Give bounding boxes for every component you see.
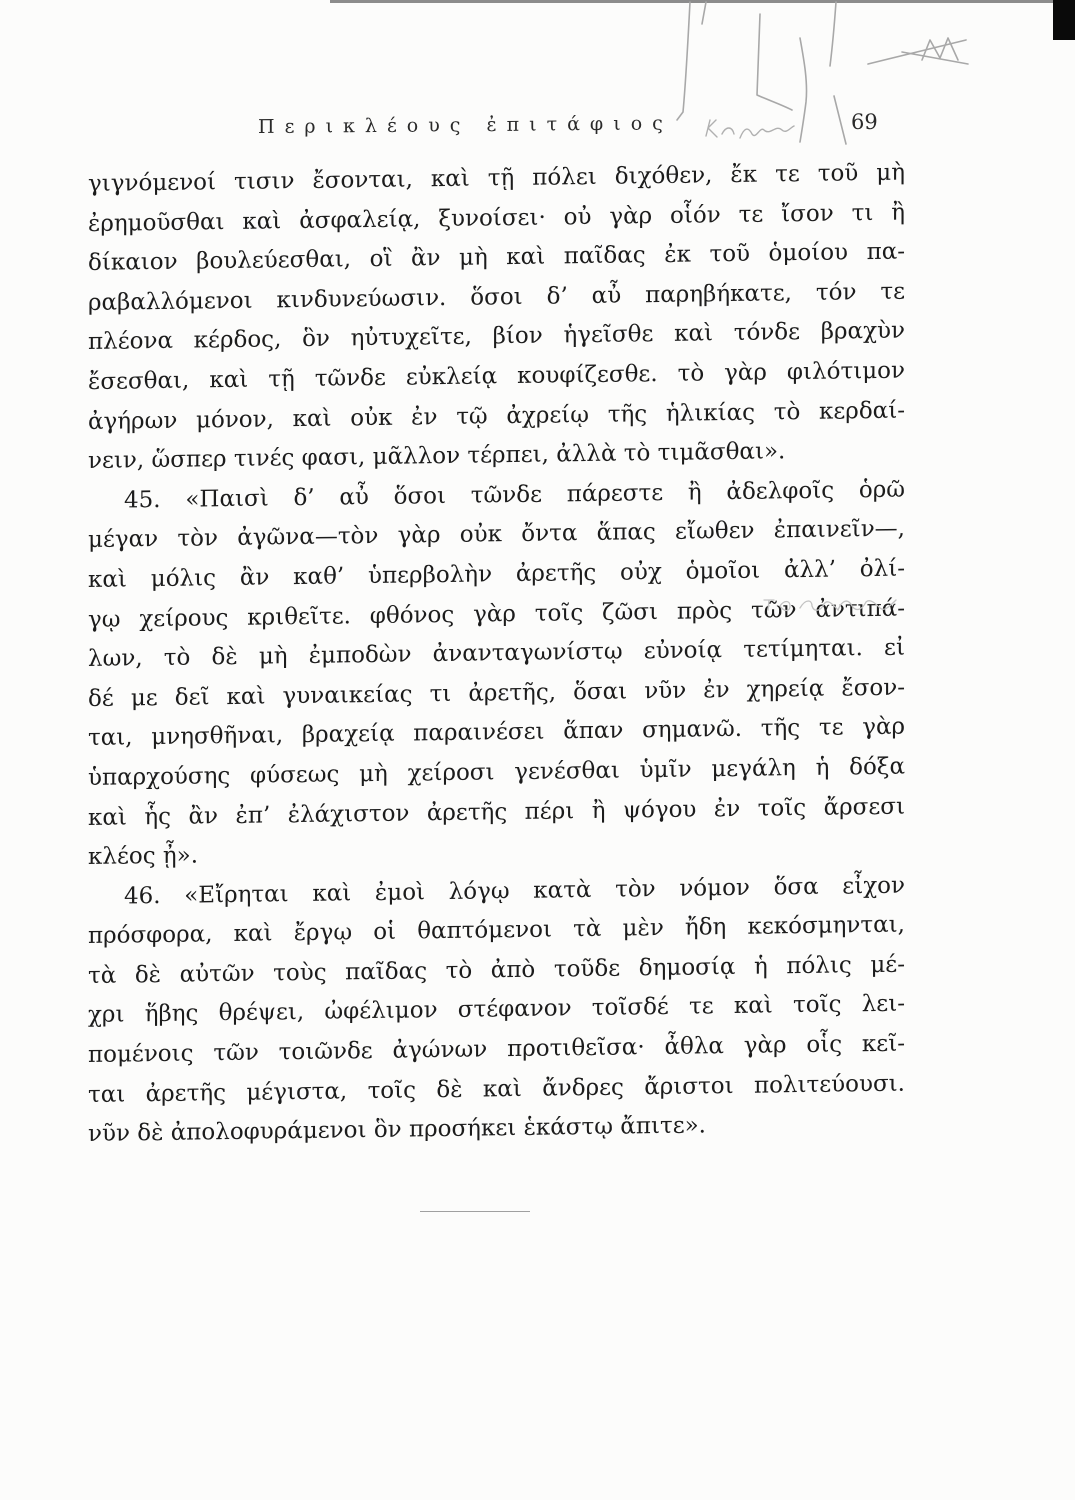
pencil-stroke: [702, 2, 706, 24]
pencil-stroke: [922, 38, 958, 60]
pencil-stroke: [677, 2, 690, 120]
text-line: κλέος ᾖ».: [88, 842, 199, 871]
running-title: Περικλέους ἐπιτάφιος: [258, 112, 673, 138]
pencil-stroke: [868, 40, 966, 64]
text-line: καὶ ἧς ἂν ἐπ’ ἐλάχιστον ἀρετῆς πέρι ἢ ψόγου ἐν τοῖς ἄρσεσι: [88, 793, 905, 831]
pencil-stroke: [834, 96, 846, 144]
paragraph-46: [88, 866, 905, 1155]
text-line: 45. «Παισὶ δ’ αὖ ὅσοι τῶνδε πάρεστε ἢ ἀδελφοῖς ὁρῶ: [124, 476, 905, 514]
text-line: χρι ἥβης θρέψει, ὠφέλιμον στέφανον τοῖσδέ τε καὶ τοῖς λει-: [88, 991, 905, 1029]
body-text: [88, 154, 905, 1155]
text-line: ἐρημοῦσθαι καὶ ἀσφαλείᾳ, ξυνοίσει· οὐ γὰρ οἷόν τε ἴσον τι ἢ: [88, 199, 905, 237]
text-line: ται, μνησθῆναι, βραχείᾳ παραινέσει ἅπαν σημανῶ. τῆς τε γὰρ: [88, 713, 905, 752]
paragraph: [88, 154, 905, 482]
page-number: 69: [851, 110, 878, 134]
end-rule: [420, 1211, 530, 1212]
scan-corner-shadow: [1053, 0, 1075, 40]
text-line: νειν, ὥσπερ τινές φασι, μᾶλλον τέρπει, ἀλλὰ τὸ τιμᾶσθαι».: [88, 438, 786, 475]
text-line: λων, τὸ δὲ μὴ ἐμποδὼν ἀνανταγωνίστῳ εὐνοίᾳ τετίμηται. εἰ: [88, 634, 905, 673]
text-line: γῳ χείρους κριθεῖτε. φθόνος γὰρ τοῖς ζῶσι πρὸς τῶν ἀντιπά-: [88, 595, 905, 633]
text-line: ἔσεσθαι, καὶ τῇ τῶνδε εὐκλείᾳ κουφίζεσθε. τὸ γὰρ φιλότιμον: [88, 357, 905, 395]
text-line: νῦν δὲ ἀπολοφυράμενοι ὃν προσήκει ἑκάστῳ ἄπιτε».: [88, 1112, 706, 1148]
text-line: ραβαλλόμενοι κινδυνεύωσιν. ὅσοι δ’ αὖ παρηβήκατε, τόν τε: [88, 278, 905, 316]
text-line: δίκαιον βουλεύεσθαι, οἳ ἂν μὴ καὶ παῖδας ἐκ τοῦ ὁμοίου πα-: [88, 238, 905, 277]
handwritten-annotation-header: [706, 120, 794, 138]
pencil-stroke: [902, 52, 968, 64]
text-line: καὶ μόλις ἂν καθ’ ὑπερβολὴν ἀρετῆς οὐχ ὁμοῖοι ἀλλ’ ὀλί-: [88, 555, 905, 593]
text-line: μέγαν τὸν ἀγῶνα—τὸν γὰρ οὐκ ὄντα ἅπας εἴωθεν ἐπαινεῖν—,: [88, 515, 905, 554]
pencil-stroke: [800, 38, 807, 142]
text-line: τὰ δὲ αὐτῶν τοὺς παῖδας τὸ ἀπὸ τοῦδε δημοσίᾳ ἡ πόλις μέ-: [88, 951, 905, 989]
text-line: ὑπαρχούσης φύσεως μὴ χείροσι γενέσθαι ὑμῖν μεγάλη ἡ δόξα: [88, 753, 905, 791]
text-line: πλέονα κέρδος, ὃν ηὐτυχεῖτε, βίον ἡγεῖσθε καὶ τόνδε βραχὺν: [88, 317, 905, 356]
text-line: πομένοις τῶν τοιῶνδε ἀγώνων προτιθεῖσα· ἆθλα γὰρ οἷς κεῖ-: [88, 1030, 905, 1069]
text-line: ται ἀρετῆς μέγιστα, τοῖς δὲ καὶ ἄνδρες ἄριστοι πολιτεύουσι.: [88, 1070, 905, 1108]
pencil-stroke: [830, 2, 836, 66]
paragraph-45: [88, 470, 905, 877]
text-line: δέ με δεῖ καὶ γυναικείας τι ἀρετῆς, ὅσαι νῦν ἐν χηρείᾳ ἔσον-: [88, 674, 905, 712]
text-line: ἀγήρων μόνον, καὶ οὐκ ἐν τῷ ἀχρείῳ τῆς ἡλικίας τὸ κερδαί-: [88, 397, 905, 435]
text-line: πρόσφορα, καὶ ἔργῳ οἱ θαπτόμενοι τὰ μὲν ἤδη κεκόσμηνται,: [88, 911, 905, 950]
text-line: 46. «Εἴρηται καὶ ἐμοὶ λόγῳ κατὰ τὸν νόμον ὅσα εἶχον: [124, 872, 905, 910]
pencil-stroke: [757, 14, 792, 110]
text-line: γιγνόμενοί τισιν ἔσονται, καὶ τῇ πόλει διχόθεν, ἔκ τε τοῦ μὴ: [88, 159, 905, 197]
scan-edge-top: [330, 0, 1075, 3]
